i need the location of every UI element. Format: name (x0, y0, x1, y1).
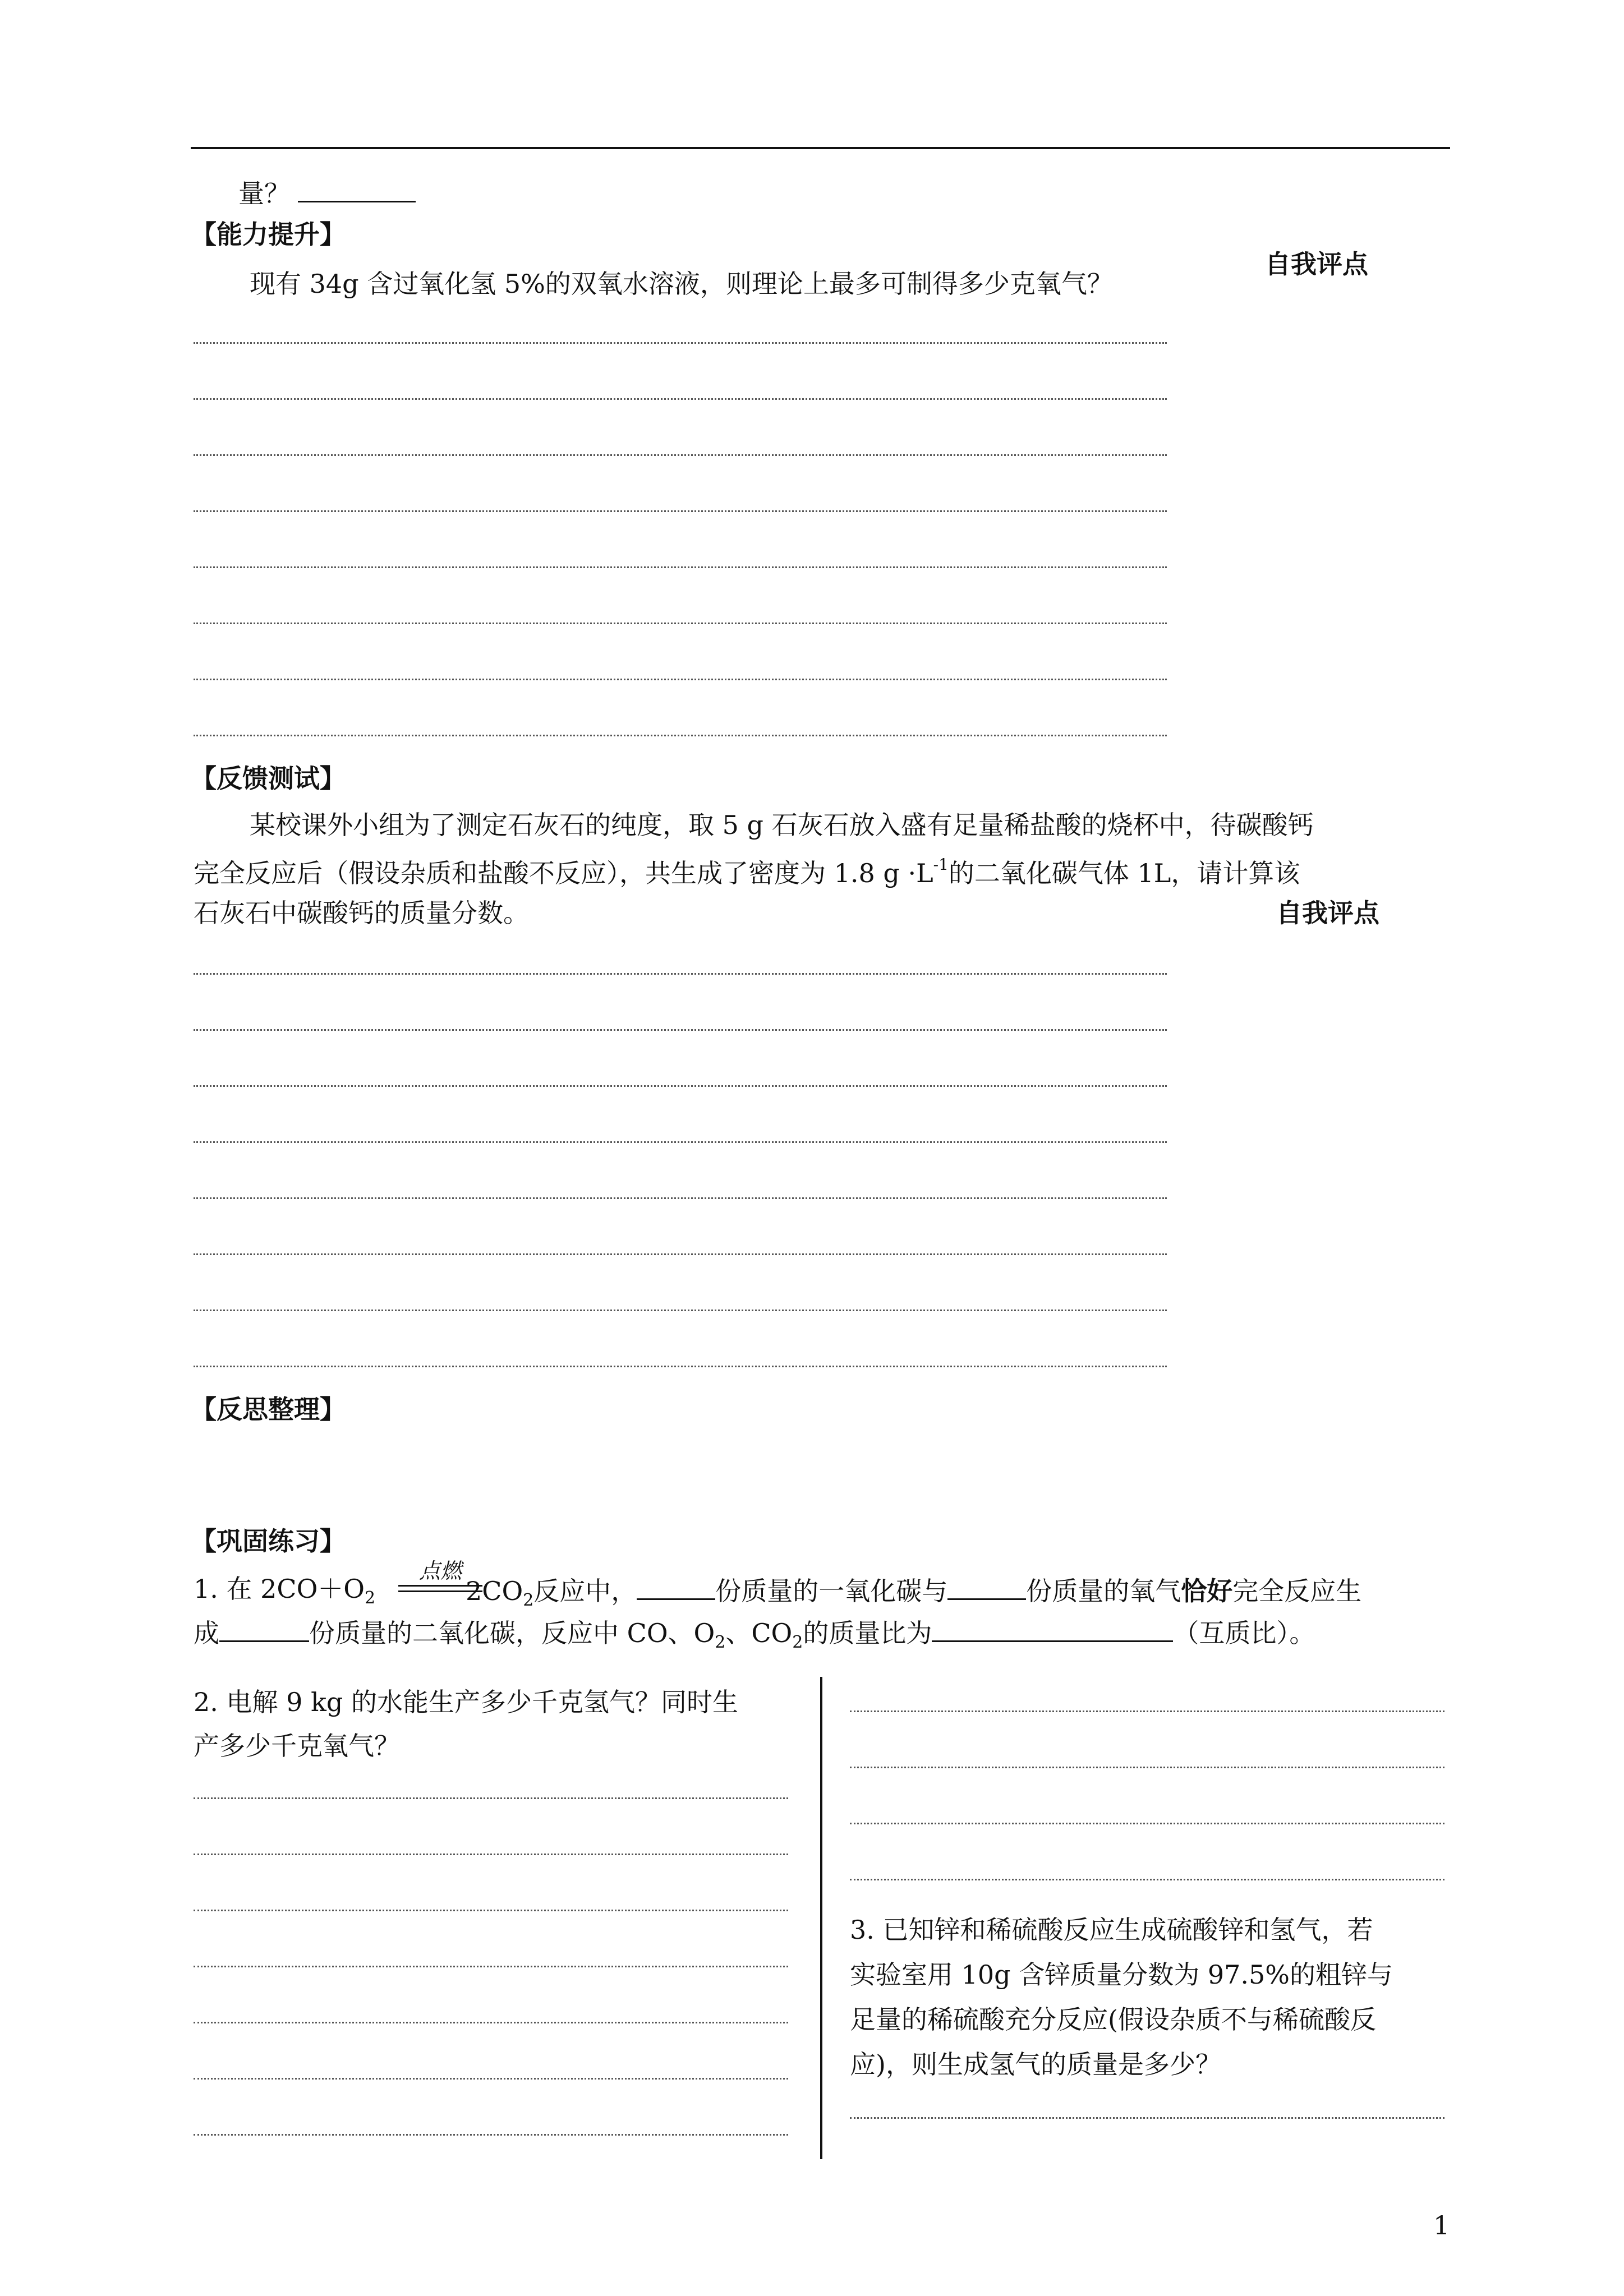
answer-line[interactable] (194, 735, 1167, 736)
q2-line1: 2. 电解 9 kg 的水能生产多少千克氢气？同时生 (194, 1687, 738, 1717)
q1-text: 份质量的二氧化碳，反应中 CO、O (309, 1618, 715, 1648)
feedback-text-a: 完全反应后（假设杂质和盐酸不反应），共生成了密度为 1.8 g ·L (194, 858, 933, 888)
blank-co2-mass[interactable] (219, 1618, 309, 1642)
answer-line[interactable] (194, 1797, 788, 1799)
q1-equation-reactants: 1. 在 2CO＋O (194, 1574, 365, 1604)
section-practice-heading: 【巩固练习】 (191, 1526, 346, 1556)
answer-line[interactable] (194, 1253, 1167, 1255)
q1-text: 成 (194, 1618, 219, 1648)
blank-mass-ratio[interactable] (932, 1618, 1173, 1642)
answer-line[interactable] (194, 1366, 1167, 1367)
q2-line2: 产多少千克氧气？ (194, 1731, 400, 1761)
q1-text: （互质比）。 (1173, 1618, 1315, 1648)
answer-line[interactable] (194, 623, 1167, 624)
answer-line[interactable] (194, 2134, 788, 2136)
q1-text: 的质量比为 (803, 1618, 932, 1648)
answer-line[interactable] (850, 1879, 1444, 1880)
answer-line[interactable] (850, 2117, 1444, 2119)
self-eval-label-1: 自我评点 (1265, 249, 1368, 279)
answer-line[interactable] (194, 1310, 1167, 1311)
answer-line[interactable] (194, 1085, 1167, 1087)
page-number: 1 (1433, 2210, 1450, 2240)
answer-line[interactable] (194, 398, 1167, 400)
answer-line[interactable] (850, 1711, 1444, 1712)
q3-line3: 足量的稀硫酸充分反应(假设杂质不与稀硫酸反 (850, 2004, 1376, 2035)
q1-text: 份质量的一氧化碳与 (715, 1576, 948, 1606)
answer-blank[interactable] (298, 178, 416, 202)
answer-line[interactable] (194, 342, 1167, 344)
feedback-text-b: 的二氧化碳气体 1L，请计算该 (948, 858, 1300, 888)
answer-line[interactable] (194, 2022, 788, 2023)
answer-line[interactable] (194, 973, 1167, 975)
answer-line[interactable] (194, 566, 1167, 568)
section-ability-heading: 【能力提升】 (191, 219, 346, 250)
answer-line[interactable] (194, 679, 1167, 680)
subscript: 2 (715, 1633, 726, 1652)
q1-line2 (194, 1618, 1315, 1651)
q1-emphasis: 恰好 (1181, 1576, 1233, 1606)
q1-line1 (194, 1576, 375, 1607)
answer-line[interactable] (194, 454, 1167, 456)
continuation-line (238, 178, 416, 209)
continuation-text: 量？ (238, 178, 290, 209)
answer-line[interactable] (194, 510, 1167, 512)
answer-line[interactable] (194, 1854, 788, 1855)
header-rule (191, 147, 1450, 149)
feedback-question-line3: 石灰石中碳酸钙的质量分数。 (194, 898, 529, 928)
q1-text: 反应中， (533, 1576, 637, 1606)
q1-text: 、CO (725, 1618, 793, 1648)
q1-text: 份质量的氧气 (1026, 1576, 1181, 1606)
subscript: 2 (792, 1633, 803, 1652)
unit-superscript: -1 (933, 855, 949, 874)
answer-line[interactable] (194, 1966, 788, 1967)
feedback-question-line2 (194, 857, 1300, 886)
answer-line[interactable] (850, 1823, 1444, 1824)
feedback-question-line1: 某校课外小组为了测定石灰石的纯度，取 5 g 石灰石放入盛有足量稀盐酸的烧杯中，待碳酸钙 (250, 810, 1314, 840)
q1-line1-rest (466, 1576, 1361, 1609)
q3-line1: 3. 已知锌和稀硫酸反应生成硫酸锌和氢气，若 (850, 1915, 1373, 1945)
q1-equation-product: 2CO (466, 1576, 523, 1606)
answer-line[interactable] (194, 1910, 788, 1911)
answer-line[interactable] (194, 1141, 1167, 1143)
reaction-condition: 点燃 (418, 1559, 462, 1583)
answer-line[interactable] (850, 1767, 1444, 1768)
section-feedback-heading: 【反馈测试】 (191, 763, 346, 794)
answer-line[interactable] (194, 1029, 1167, 1031)
ability-question: 现有 34g 含过氧化氢 5%的双氧水溶液，则理论上最多可制得多少克氧气？ (250, 269, 1113, 299)
column-divider (820, 1677, 822, 2159)
section-reflection-heading: 【反思整理】 (191, 1394, 346, 1424)
answer-line[interactable] (194, 1197, 1167, 1199)
blank-o2-mass[interactable] (947, 1576, 1026, 1600)
answer-line[interactable] (194, 2078, 788, 2080)
subscript: 2 (365, 1588, 376, 1608)
q3-line2: 实验室用 10g 含锌质量分数为 97.5%的粗锌与 (850, 1960, 1393, 1990)
q1-text: 完全反应生 (1232, 1576, 1362, 1606)
subscript: 2 (523, 1590, 534, 1610)
q3-line4: 应)，则生成氢气的质量是多少？ (850, 2049, 1221, 2080)
blank-co-mass[interactable] (637, 1576, 715, 1600)
self-eval-label-2: 自我评点 (1276, 898, 1379, 928)
